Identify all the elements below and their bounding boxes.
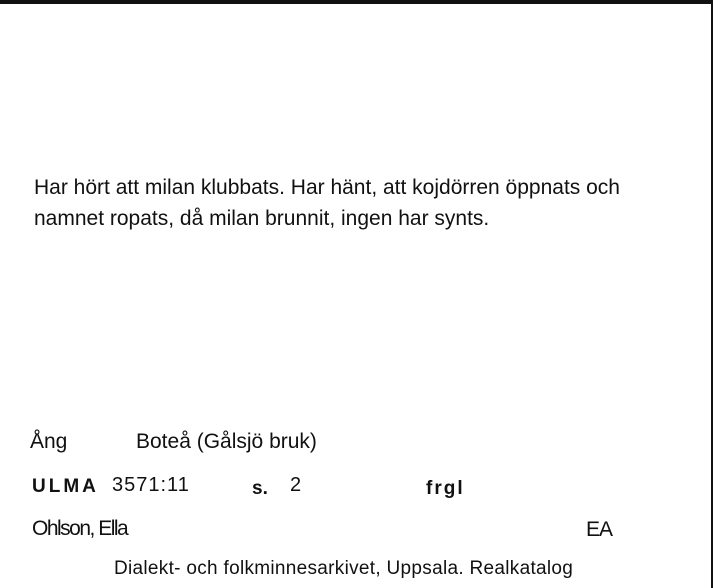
record-text — [34, 172, 694, 234]
archive-footer: Dialekt- och folkminnesarkivet, Uppsala. Realkatalog — [114, 558, 574, 579]
page-number: 2 — [290, 474, 302, 496]
archive-code: ULMA — [32, 476, 99, 497]
place-name: Boteå (Gålsjö bruk) — [136, 430, 317, 453]
informant-name: Ohlson, Ella — [32, 517, 128, 540]
recorder-initials: EA — [586, 518, 613, 541]
archive-number: 3571:11 — [112, 474, 190, 496]
parish-label: Ång — [30, 430, 68, 453]
record-text-line-2: namnet ropats, då milan brunnit, ingen har synts. — [34, 207, 490, 230]
page-label: s. — [252, 478, 268, 499]
category-code: frgl — [426, 478, 465, 499]
record-text-line-1: Har hört att milan klubbats. Har hänt, att kojdörren öppnats och — [34, 176, 620, 199]
